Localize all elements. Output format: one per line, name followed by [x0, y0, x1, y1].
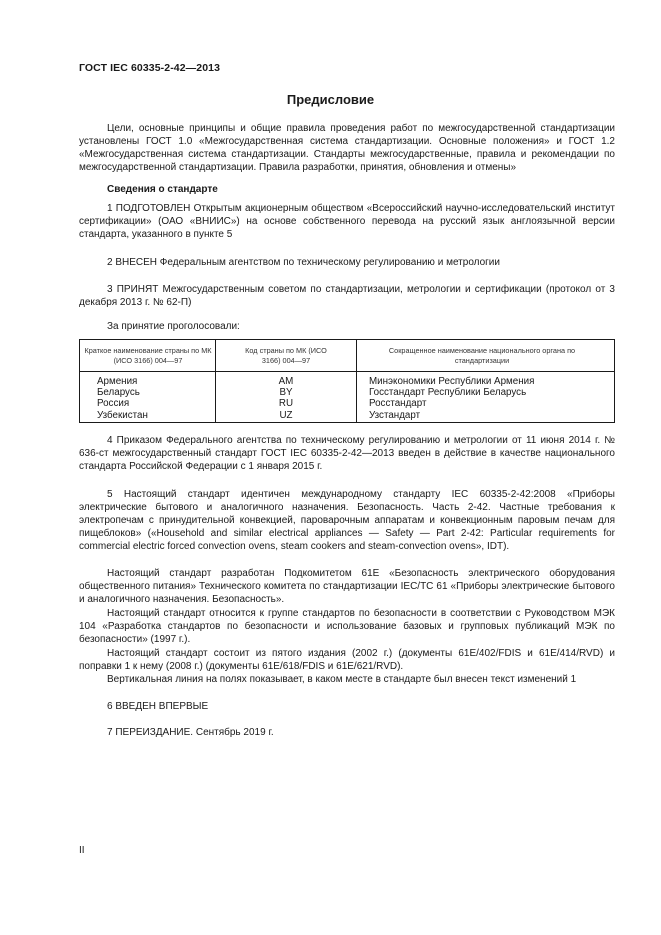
item-6-paragraph: 6 ВВЕДЕН ВПЕРВЫЕ — [107, 701, 209, 712]
table-cell-code: RU — [278, 398, 294, 410]
table-cell-body: Минэкономики Республики Армения — [369, 376, 535, 387]
standard-code-header: ГОСТ IEC 60335-2-42—2013 — [79, 62, 221, 74]
table-column-country — [97, 376, 148, 421]
table-cell-body: Узстандарт — [369, 409, 421, 421]
item-1-paragraph: 1 ПОДГОТОВЛЕН Открытым акционерным обществом «Всероссийский научно-исследовательский институт сертификации» (ОАО «ВНИИС») на основе собственного перевода на русский язык англоязычной версии стандарта, указанного в пункте 5 — [79, 203, 615, 241]
table-cell-country: Узбекистан — [97, 409, 148, 421]
table-cell-code: AM — [278, 376, 294, 387]
table-cell-code: UZ — [279, 409, 293, 421]
page-number: II — [79, 845, 85, 856]
item-7-paragraph: 7 ПЕРЕИЗДАНИЕ. Сентябрь 2019 г. — [107, 727, 274, 738]
table-header-divider — [80, 371, 614, 372]
item-5-safety-group-paragraph: Настоящий стандарт относится к группе стандартов по безопасности в соответствии с Руководством МЭК 104 «Разработка стандартов по безопасности и использование базовых и групповых публикаций МЭК по безопасности» (1997 г.). — [79, 608, 615, 646]
voted-label: За принятие проголосовали: — [107, 321, 240, 332]
item-5-developer-paragraph: Настоящий стандарт разработан Подкомитетом 61E «Безопасность электрического оборудования общественного питания» Технического комитета по стандартизации IEC/TC 61 «Приборы электрические бытового и аналогичного назначения. Безопасность». — [79, 568, 615, 606]
item-2-paragraph: 2 ВНЕСЕН Федеральным агентством по техническому регулированию и метрологии — [107, 257, 500, 268]
item-5-paragraph: 5 Настоящий стандарт идентичен международному стандарту IEC 60335-2-42:2008 «Приборы электрические бытового и аналогичного назначения. Безопасность. Часть 2-42. Частные требования к электропечам с принудительной конвекцией, пароварочным аппаратам и конвекционным паровым печам для пищеблоков» («Household and similar electrical appliances — Safety — Part 2-42: Particular requirements for commercial electric forced convection ovens, steam cookers and steam-convection ovens», IDT). — [79, 489, 615, 553]
item-3-paragraph: 3 ПРИНЯТ Межгосударственным советом по стандартизации, метрологии и сертификации (протокол от 3 декабря 2013 г. № 62-П) — [79, 284, 615, 309]
item-4-paragraph: 4 Приказом Федерального агентства по техническому регулированию и метрологии от 11 июня 2014 г. № 636-ст межгосударственный стандарт ГОСТ IEC 60335-2-42—2013 введен в действие в качестве национального стандарта Российской Федерации с 1 января 2015 г. — [79, 435, 615, 473]
table-cell-code: BY — [279, 387, 293, 399]
table-header-body: Сокращенное наименование национального органа по стандартизации — [388, 346, 576, 365]
table-column-divider — [356, 340, 357, 422]
intro-paragraph: Цели, основные принципы и общие правила проведения работ по межгосударственной стандартизации установлены ГОСТ 1.0 «Межгосударственная система стандартизации. Основные положения» и ГОСТ 1.2 «Межгосударственная система стандартизации. Стандарты межгосударственные, правила и рекомендации по межгосударственной стандартизации. Правила разработки, принятия, обновления и отмены» — [79, 123, 615, 174]
table-header-code: Код страны по МК (ИСО 3166) 004—97 — [245, 346, 327, 365]
table-cell-country: Россия — [97, 398, 130, 410]
page-title: Предисловие — [286, 92, 375, 107]
table-cell-country: Армения — [97, 376, 138, 387]
table-cell-country: Беларусь — [97, 387, 140, 399]
table-cell-body: Росстандарт — [369, 398, 427, 410]
voting-table — [79, 339, 615, 423]
item-5-margin-line-paragraph: Вертикальная линия на полях показывает, в каком месте в стандарте был внесен текст изменений 1 — [107, 674, 577, 685]
table-column-code — [216, 376, 356, 421]
table-header-country: Краткое наименование страны по МК (ИСО 3166) 004—97 — [84, 346, 212, 365]
table-column-body — [369, 376, 534, 421]
table-cell-body: Госстандарт Республики Беларусь — [369, 387, 527, 399]
item-5-composition-paragraph: Настоящий стандарт состоит из пятого издания (2002 г.) (документы 61E/402/FDIS и 61E/414/RVD) и поправки 1 к нему (2008 г.) (документы 61E/618/FDIS и 61E/621/RVD). — [79, 648, 615, 673]
section-heading: Сведения о стандарте — [107, 184, 218, 195]
